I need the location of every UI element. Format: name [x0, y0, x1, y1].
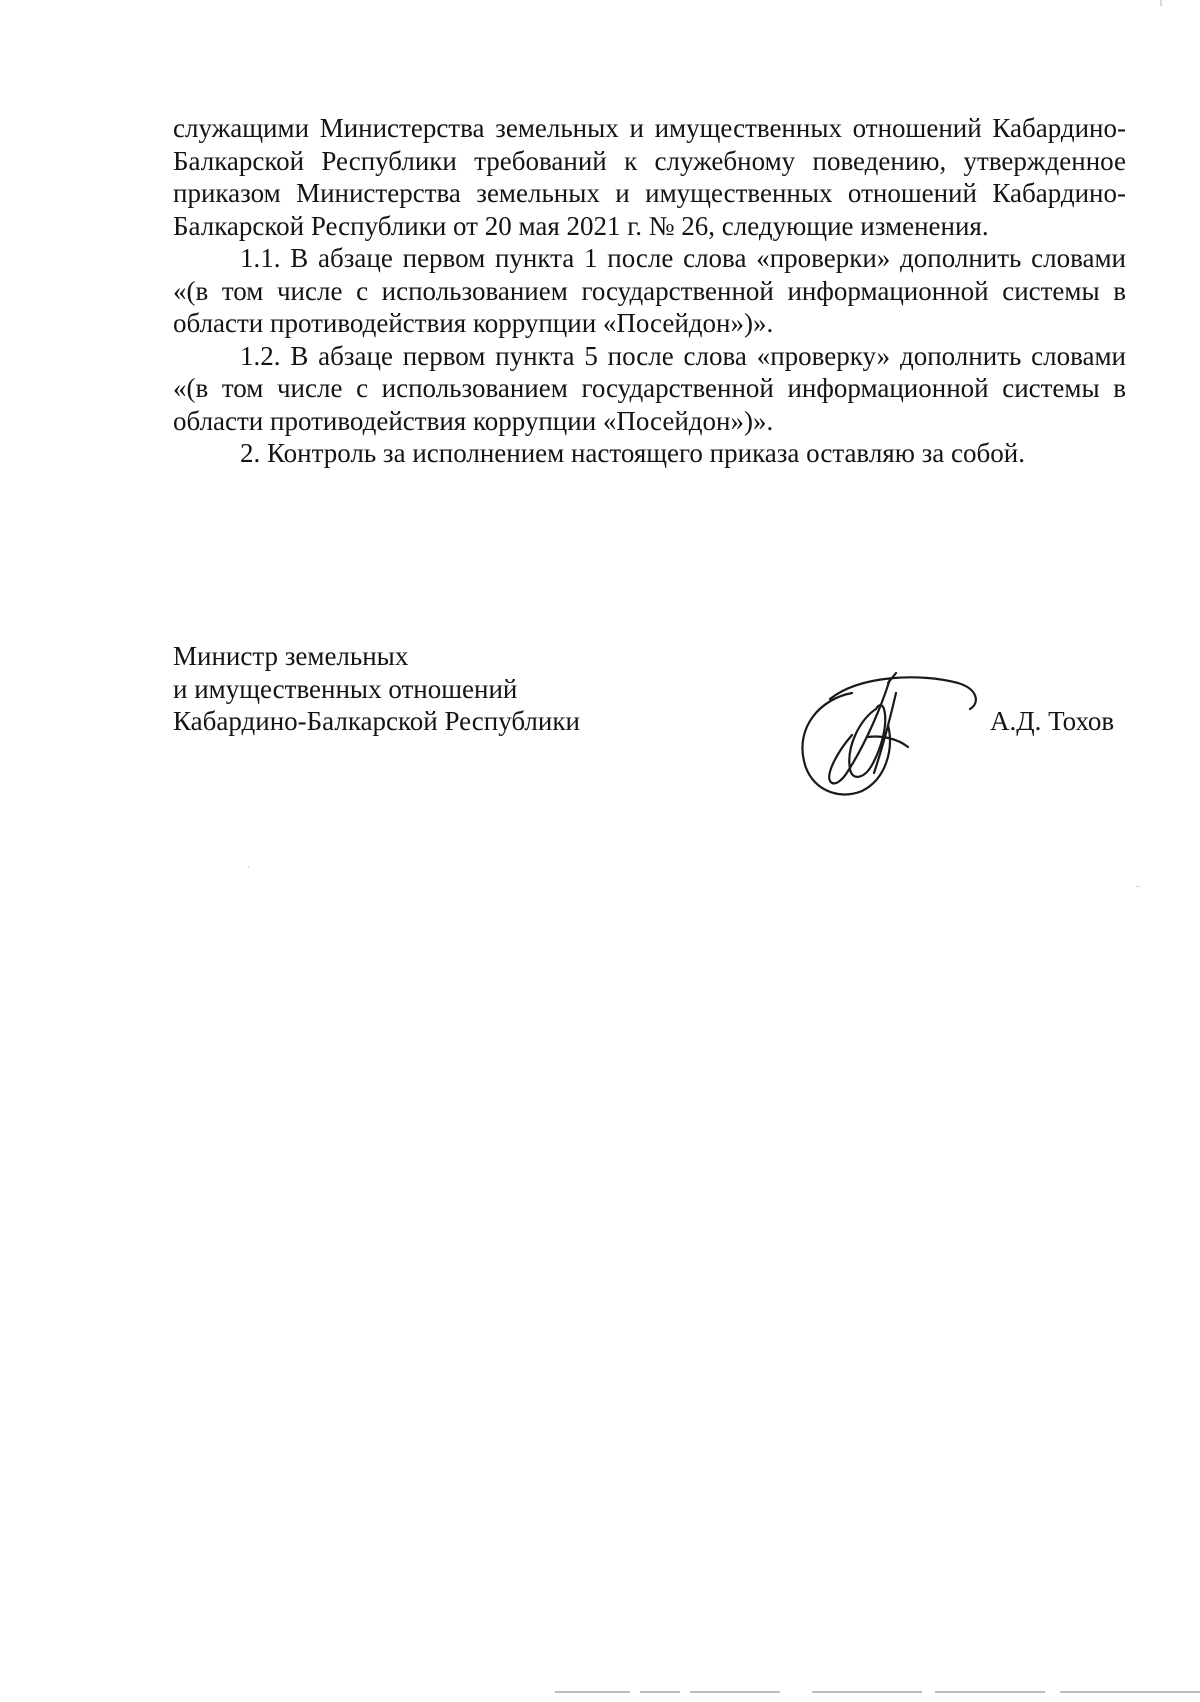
- scan-edge-line: [935, 1691, 1045, 1693]
- signatory-title-line: Министр земельных: [173, 641, 409, 671]
- scan-artifact: [248, 866, 249, 868]
- paragraph-intro: служащими Министерства земельных и имущественных отношений Кабардино-Балкарской Республики требований к служебному поведению, утвержденное приказом Министерства земельных и имущественных отношений Кабардино-Балкарской Республики от 20 мая 2021 г. № 26, следующие изменения.: [173, 113, 1126, 241]
- scan-edge-line: [640, 1691, 680, 1693]
- paragraph-2: 2. Контроль за исполнением настоящего приказа оставляю за собой.: [240, 438, 1025, 468]
- scan-edge-line: [690, 1691, 780, 1693]
- paragraph-1-1: 1.1. В абзаце первом пункта 1 после слова «проверки» дополнить словами «(в том числе с использованием государственной информационной системы в области противодействия коррупции «Посейдон»)».: [173, 243, 1126, 338]
- scan-artifact: [1160, 0, 1162, 6]
- paragraph-1-2: 1.2. В абзаце первом пункта 5 после слова «проверку» дополнить словами «(в том числе с использованием государственной информационной системы в области противодействия коррупции «Посейдон»)».: [173, 340, 1126, 436]
- document-body: [173, 112, 1126, 470]
- signatory-title-line: и имущественных отношений: [173, 673, 518, 704]
- signatory-name: А.Д. Тохов: [990, 706, 1115, 736]
- handwritten-signature: [790, 665, 980, 805]
- scan-artifact: [1136, 886, 1140, 887]
- scan-edge-line: [1060, 1691, 1200, 1693]
- scan-edge-line: [812, 1691, 922, 1693]
- signatory-title: [173, 640, 580, 738]
- signatory-title-line: Кабардино-Балкарской Республики: [173, 706, 580, 736]
- scan-edge-line: [555, 1691, 630, 1693]
